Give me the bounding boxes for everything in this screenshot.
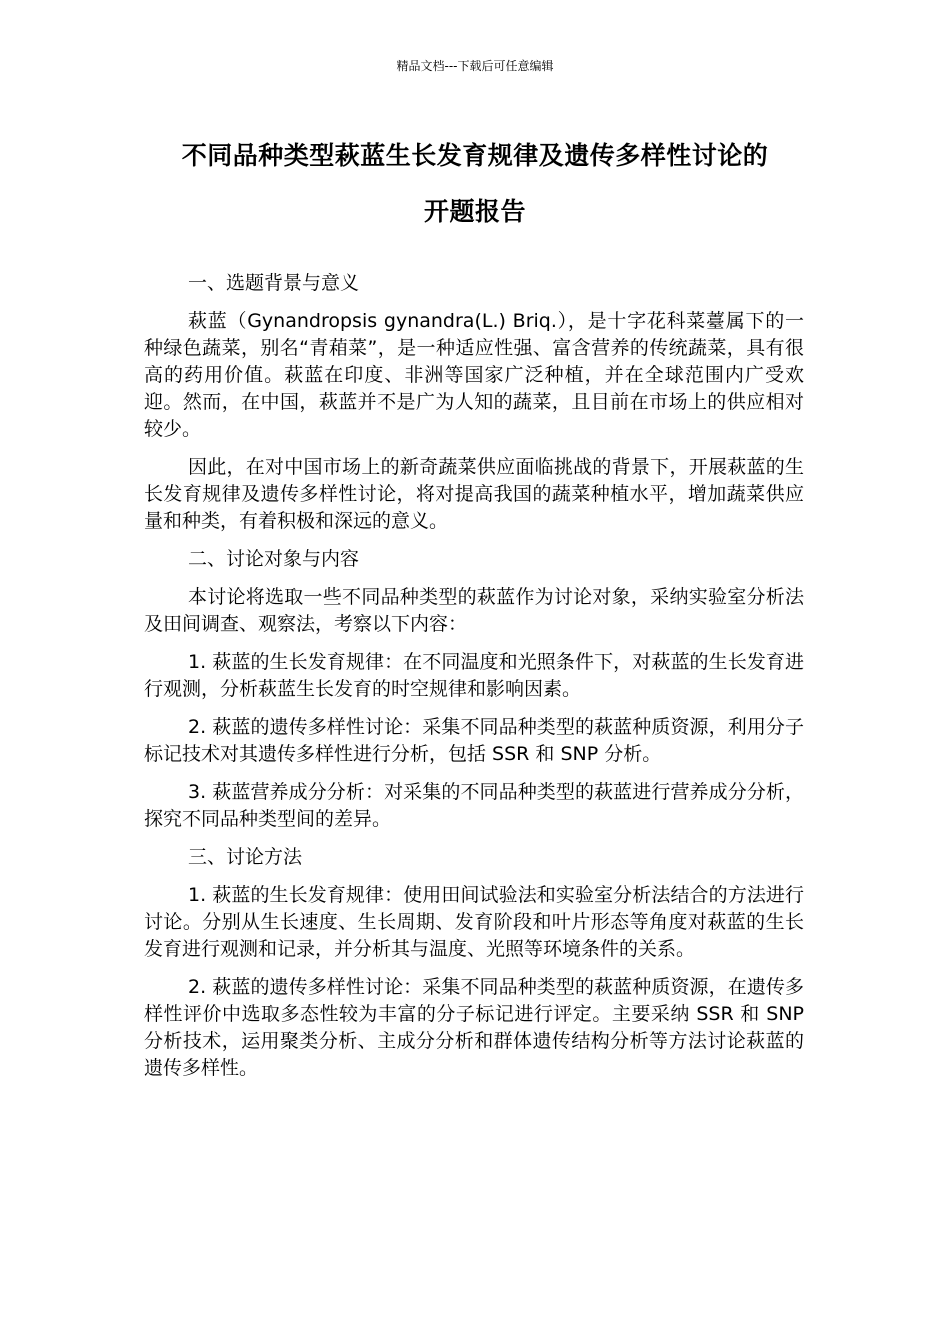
list-item-method-1: 1. 萩蓝的生长发育规律：使用田间试验法和实验室分析法结合的方法进行讨论。分别从生长速度、生长周期、发育阶段和叶片形态等角度对萩蓝的生长发育进行观测和记录，并分析其与温度、光照等环境条件的关系。 — [144, 884, 804, 960]
document-title-line-1: 不同品种类型萩蓝生长发育规律及遗传多样性讨论的 — [181, 141, 769, 170]
paragraph-background-1: 萩蓝（Gynandropsis gynandra(L.) Briq.），是十字花科菜薹属下的一种绿色蔬菜，别名“青葙菜”，是一种适应性强、富含营养的传统蔬菜，具有很高的药用价值。萩蓝在印度、非洲等国家广泛种植，并在全球范围内广受欢迎。然而，在中国，萩蓝并不是广为人知的蔬菜，且目前在市场上的供应相对较少。 — [144, 310, 804, 440]
paragraph-background-2: 因此，在对中国市场上的新奇蔬菜供应面临挑战的背景下，开展萩蓝的生长发育规律及遗传多样性讨论，将对提高我国的蔬菜种植水平，增加蔬菜供应量和种类，有着积极和深远的意义。 — [144, 456, 804, 532]
document-title-line-2: 开题报告 — [423, 197, 526, 226]
paragraph-objects-intro: 本讨论将选取一些不同品种类型的萩蓝作为讨论对象，采纳实验室分析法及田间调查、观察法，考察以下内容： — [144, 586, 804, 635]
page-header-note: 精品文档---下载后可任意编辑 — [396, 59, 554, 73]
list-item-content-1: 1. 萩蓝的生长发育规律：在不同温度和光照条件下，对萩蓝的生长发育进行观测，分析萩蓝生长发育的时空规律和影响因素。 — [144, 651, 804, 700]
list-item-content-2: 2. 萩蓝的遗传多样性讨论：采集不同品种类型的萩蓝种质资源，利用分子标记技术对其遗传多样性进行分析，包括 SSR 和 SNP 分析。 — [144, 716, 804, 765]
document-body — [144, 270, 804, 1093]
list-item-content-3: 3. 萩蓝营养成分分析：对采集的不同品种类型的萩蓝进行营养成分分析，探究不同品种类型间的差异。 — [144, 781, 804, 830]
section-heading-background: 一、选题背景与意义 — [188, 272, 360, 294]
document-title — [130, 128, 820, 240]
list-item-method-2: 2. 萩蓝的遗传多样性讨论：采集不同品种类型的萩蓝种质资源，在遗传多样性评价中选取多态性较为丰富的分子标记进行评定。主要采纳 SSR 和 SNP 分析技术，运用聚类分析、主成分分析和群体遗传结构分析等方法讨论萩蓝的遗传多样性。 — [144, 976, 804, 1079]
section-heading-methods: 三、讨论方法 — [188, 846, 303, 868]
section-heading-objects-content: 二、讨论对象与内容 — [188, 548, 360, 570]
